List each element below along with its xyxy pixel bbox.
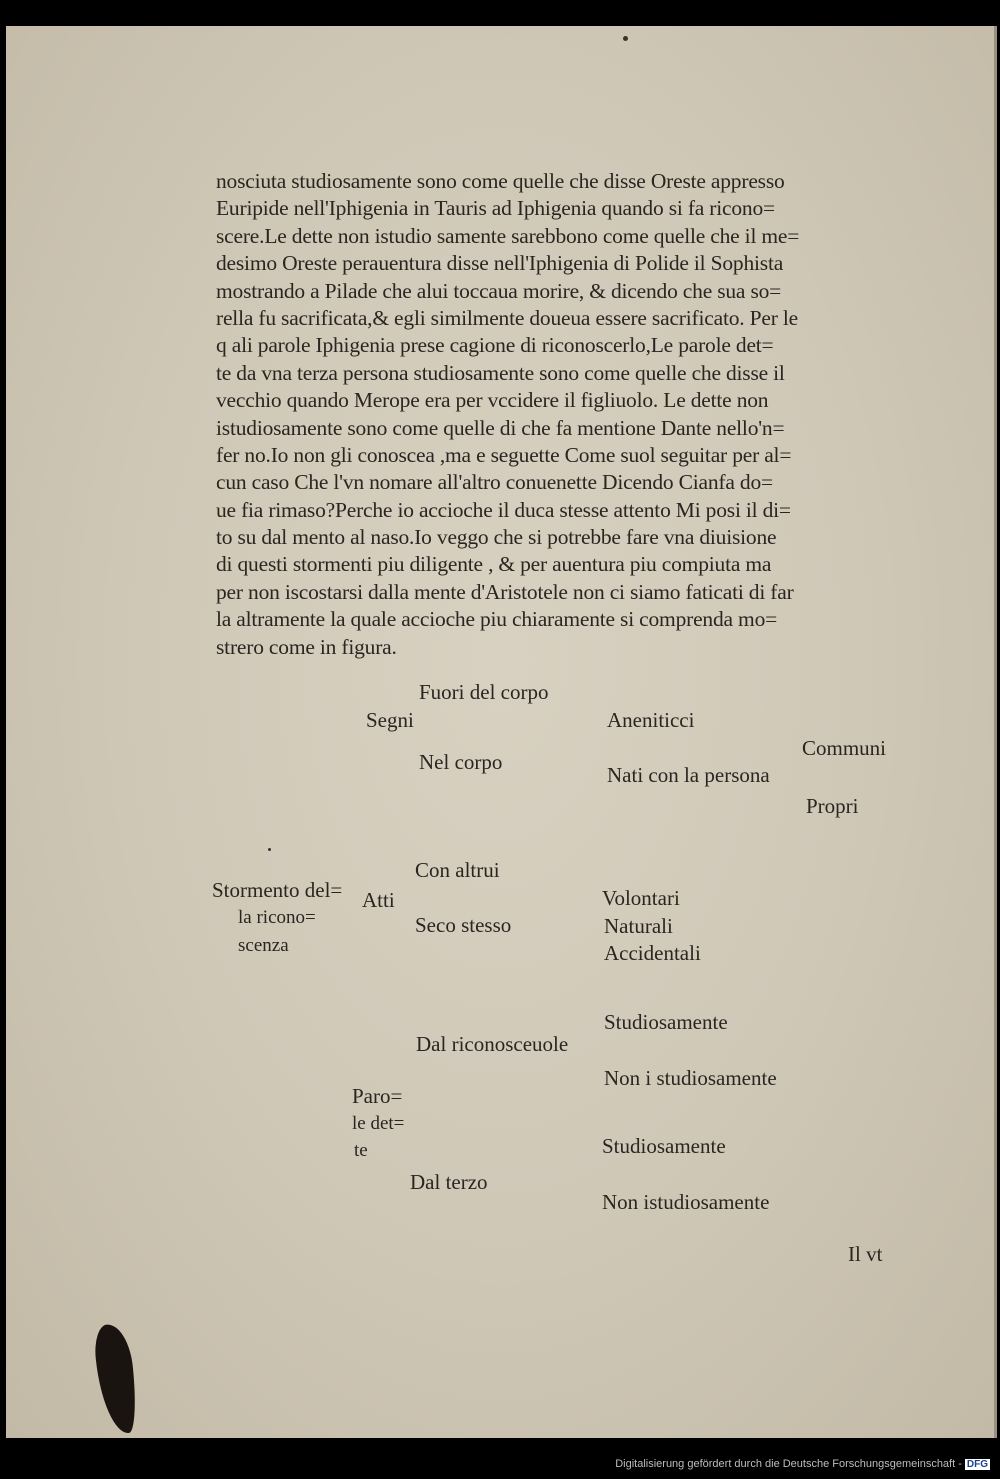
figure-dal-terzo: Dal terzo bbox=[410, 1170, 488, 1194]
figure-root-line2: la ricono= bbox=[238, 907, 316, 928]
ink-speck bbox=[623, 36, 628, 41]
figure-parole-line3: te bbox=[354, 1140, 368, 1161]
text-line: strero come in figura. bbox=[216, 634, 397, 659]
text-line: vecchio quando Merope era per vccidere il figliuolo. Le dette non bbox=[216, 388, 769, 413]
text-line: ue fia rimaso?Perche io accioche il duca stesse attento Mi posi il di= bbox=[216, 497, 791, 522]
text-line: nosciuta studiosamente sono come quelle che disse Oreste appresso bbox=[216, 169, 785, 193]
figure-naturali: Naturali bbox=[604, 914, 673, 938]
figure-studiosamente-2: Studiosamente bbox=[602, 1134, 726, 1158]
figure-non-istudiosamente-2: Non istudiosamente bbox=[602, 1190, 770, 1214]
figure-con-altrui: Con altrui bbox=[415, 858, 500, 882]
text-line: scere.Le dette non istudio samente sarebbono come quelle che il me= bbox=[216, 223, 800, 248]
figure-accidentali: Accidentali bbox=[604, 941, 701, 965]
text-line: Euripide nell'Iphigenia in Tauris ad Iphigenia quando si fa ricono= bbox=[216, 196, 775, 221]
text-line: cun caso Che l'vn nomare all'altro conuenette Dicendo Cianfa do= bbox=[216, 470, 773, 495]
ink-speck bbox=[268, 848, 271, 851]
digitization-footer bbox=[615, 1458, 990, 1470]
text-line: di questi stormenti piu diligente , & per auentura piu compiuta ma bbox=[216, 552, 772, 577]
text-line: istudiosamente sono come quelle di che fa mentione Dante nello'n= bbox=[216, 415, 785, 440]
figure-atti: Atti bbox=[362, 888, 395, 912]
figure-root-line1: Stormento del= bbox=[212, 878, 343, 902]
ink-stain bbox=[92, 1322, 139, 1435]
text-line: la altramente la quale accioche piu chiaramente si comprenda mo= bbox=[216, 607, 778, 632]
text-line: desimo Oreste perauentura disse nell'Iphigenia di Polide il Sophista bbox=[216, 251, 784, 276]
figure-dal-riconosceuole: Dal riconosceuole bbox=[416, 1032, 569, 1056]
figure-fuori-del-corpo: Fuori del corpo bbox=[419, 680, 549, 704]
figure-parole-line1: Paro= bbox=[352, 1084, 403, 1108]
figure-nel-corpo: Nel corpo bbox=[419, 750, 503, 774]
text-line: per non iscostarsi dalla mente d'Aristotele non ci siamo faticati di far bbox=[216, 579, 794, 604]
figure-root-line3: scenza bbox=[238, 935, 289, 956]
figure-propri: Propri bbox=[806, 794, 859, 818]
text-line: te da vna terza persona studiosamente sono come quelle che disse il bbox=[216, 360, 785, 385]
body-text bbox=[216, 168, 916, 661]
text-line: fer no.Io non gli conoscea ,ma e seguette Come suol seguitar per al= bbox=[216, 442, 792, 467]
figure-volontari: Volontari bbox=[602, 886, 680, 910]
dfg-logo: DFG bbox=[966, 1459, 988, 1470]
figure-aneniticci: Aneniticci bbox=[607, 708, 695, 732]
text-line: rella fu sacrificata,& egli similmente doueua essere sacrificato. Per le bbox=[216, 305, 798, 330]
footer-text: Digitalisierung gefördert durch die Deutsche Forschungsgemeinschaft - bbox=[615, 1458, 962, 1470]
text-line: to su dal mento al naso.Io veggo che si potrebbe fare vna diuisione bbox=[216, 525, 777, 550]
figure-seco-stesso: Seco stesso bbox=[415, 913, 512, 937]
figure-communi: Communi bbox=[802, 736, 887, 760]
figure-nati-con-la-persona: Nati con la persona bbox=[607, 763, 770, 787]
figure-parole-line2: le det= bbox=[352, 1113, 405, 1134]
figure-non-istudiosamente-1: Non i studiosamente bbox=[604, 1066, 777, 1090]
catchword: Il vt bbox=[848, 1242, 883, 1266]
text-line: q ali parole Iphigenia prese cagione di riconoscerlo,Le parole det= bbox=[216, 333, 774, 358]
book-page bbox=[6, 26, 997, 1438]
figure-studiosamente-1: Studiosamente bbox=[604, 1010, 728, 1034]
figure-segni: Segni bbox=[366, 708, 414, 732]
text-line: mostrando a Pilade che alui toccaua morire, & dicendo che sua so= bbox=[216, 278, 782, 303]
